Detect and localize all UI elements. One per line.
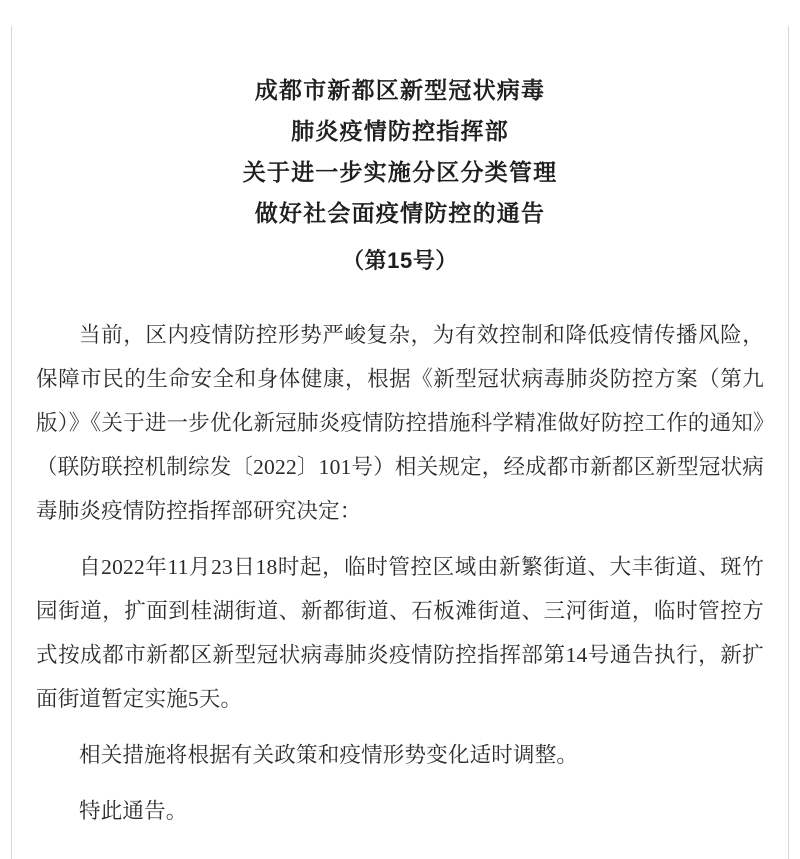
title-line-2: 肺炎疫情防控指挥部	[291, 118, 509, 144]
page-right-rule	[788, 26, 789, 859]
paragraph-3: 相关措施将根据有关政策和疫情形势变化适时调整。	[79, 743, 579, 767]
title-line-1: 成都市新都区新型冠状病毒	[254, 77, 546, 103]
document-number: （第15号）	[341, 248, 459, 273]
title-line-3: 关于进一步实施分区分类管理	[242, 159, 558, 185]
page-left-rule	[11, 26, 12, 859]
paragraph-1: 当前，区内疫情防控形势严峻复杂，为有效控制和降低疫情传播风险，保障市民的生命安全和身体健康，根据《新型冠状病毒肺炎防控方案（第九版）》《关于进一步优化新冠肺炎疫情防控措施科学精准做好防控工作的通知》（联防联控机制综发〔2022〕101号）相关规定，经成都市新都区新型冠状病毒肺炎疫情防控指挥部研究决定：	[36, 323, 764, 523]
document-body	[36, 313, 764, 833]
document-content	[36, 26, 764, 859]
paragraph-2: 自2022年11月23日18时起，临时管控区域由新繁街道、大丰街道、斑竹园街道，扩面到桂湖街道、新都街道、石板滩街道、三河街道，临时管控方式按成都市新都区新型冠状病毒肺炎疫情防控指挥部第14号通告执行，新扩面街道暂定实施5天。	[36, 555, 764, 711]
paragraph-4: 特此通告。	[79, 799, 188, 823]
document-title	[36, 26, 764, 281]
title-line-4: 做好社会面疫情防控的通告	[254, 200, 546, 226]
